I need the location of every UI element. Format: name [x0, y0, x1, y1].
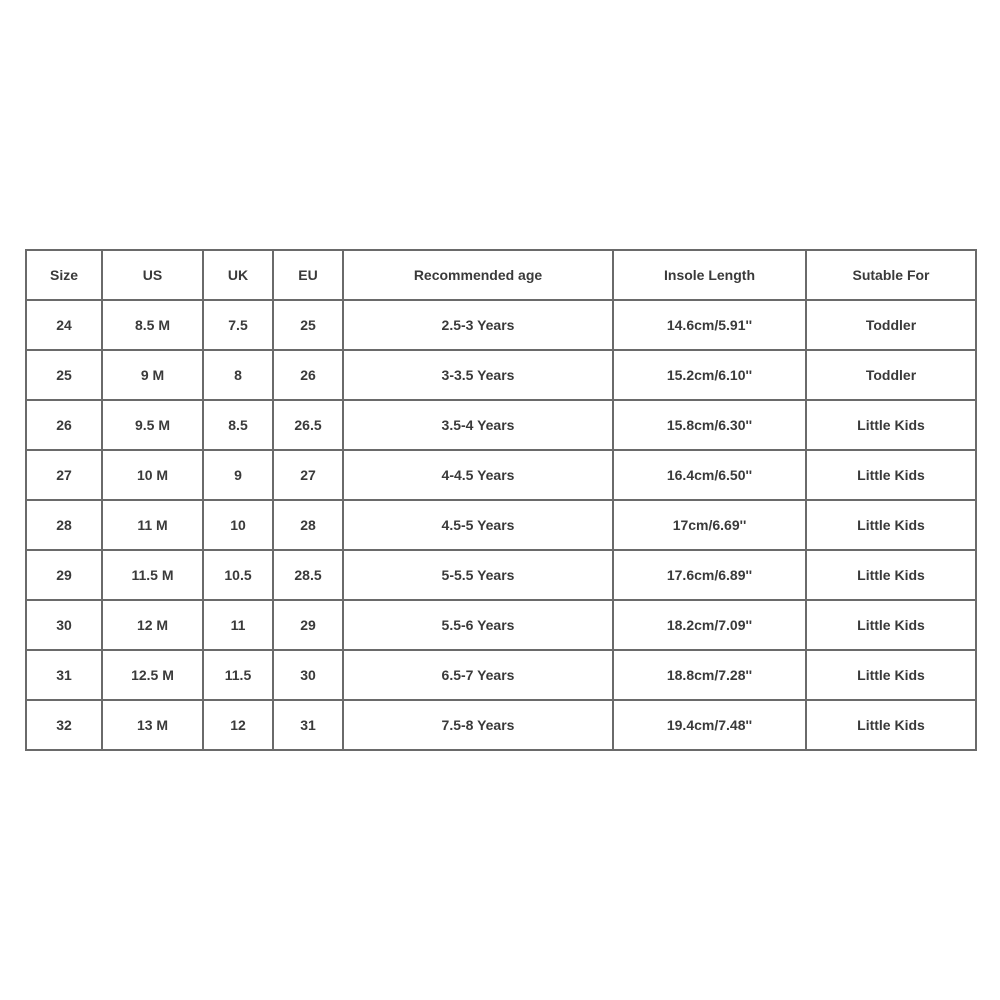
table-row [26, 650, 976, 700]
table-row [26, 350, 976, 400]
table-header [26, 250, 976, 300]
cell-suitable-for: Toddler [806, 300, 976, 350]
table-row [26, 450, 976, 500]
cell-recommended-age: 2.5-3 Years [343, 300, 613, 350]
header-size: Size [26, 250, 102, 300]
cell-insole-length: 18.8cm/7.28'' [613, 650, 806, 700]
cell-suitable-for: Little Kids [806, 600, 976, 650]
cell-insole-length: 15.2cm/6.10'' [613, 350, 806, 400]
cell-size: 25 [26, 350, 102, 400]
cell-size: 26 [26, 400, 102, 450]
cell-us: 12 M [102, 600, 203, 650]
cell-recommended-age: 4.5-5 Years [343, 500, 613, 550]
cell-uk: 7.5 [203, 300, 273, 350]
table-row [26, 700, 976, 750]
cell-us: 9 M [102, 350, 203, 400]
cell-eu: 28 [273, 500, 343, 550]
cell-insole-length: 19.4cm/7.48'' [613, 700, 806, 750]
header-row [26, 250, 976, 300]
cell-insole-length: 17cm/6.69'' [613, 500, 806, 550]
header-insole-length: Insole Length [613, 250, 806, 300]
cell-size: 27 [26, 450, 102, 500]
cell-size: 29 [26, 550, 102, 600]
header-us: US [102, 250, 203, 300]
cell-suitable-for: Little Kids [806, 450, 976, 500]
cell-recommended-age: 5.5-6 Years [343, 600, 613, 650]
table-row [26, 300, 976, 350]
cell-us: 11.5 M [102, 550, 203, 600]
cell-size: 31 [26, 650, 102, 700]
cell-recommended-age: 3-3.5 Years [343, 350, 613, 400]
cell-us: 13 M [102, 700, 203, 750]
header-uk: UK [203, 250, 273, 300]
cell-eu: 29 [273, 600, 343, 650]
table-row [26, 600, 976, 650]
cell-insole-length: 18.2cm/7.09'' [613, 600, 806, 650]
cell-uk: 11.5 [203, 650, 273, 700]
cell-eu: 27 [273, 450, 343, 500]
cell-uk: 8.5 [203, 400, 273, 450]
cell-insole-length: 17.6cm/6.89'' [613, 550, 806, 600]
cell-suitable-for: Toddler [806, 350, 976, 400]
cell-eu: 30 [273, 650, 343, 700]
cell-eu: 26 [273, 350, 343, 400]
cell-recommended-age: 5-5.5 Years [343, 550, 613, 600]
cell-uk: 8 [203, 350, 273, 400]
cell-us: 9.5 M [102, 400, 203, 450]
cell-suitable-for: Little Kids [806, 500, 976, 550]
cell-insole-length: 14.6cm/5.91'' [613, 300, 806, 350]
header-suitable-for: Sutable For [806, 250, 976, 300]
cell-size: 30 [26, 600, 102, 650]
cell-suitable-for: Little Kids [806, 650, 976, 700]
cell-eu: 28.5 [273, 550, 343, 600]
cell-eu: 31 [273, 700, 343, 750]
cell-suitable-for: Little Kids [806, 550, 976, 600]
table-row [26, 550, 976, 600]
cell-size: 28 [26, 500, 102, 550]
cell-suitable-for: Little Kids [806, 400, 976, 450]
cell-suitable-for: Little Kids [806, 700, 976, 750]
cell-us: 10 M [102, 450, 203, 500]
header-recommended-age: Recommended age [343, 250, 613, 300]
cell-size: 32 [26, 700, 102, 750]
cell-insole-length: 15.8cm/6.30'' [613, 400, 806, 450]
cell-insole-length: 16.4cm/6.50'' [613, 450, 806, 500]
cell-uk: 9 [203, 450, 273, 500]
cell-us: 11 M [102, 500, 203, 550]
cell-uk: 11 [203, 600, 273, 650]
cell-uk: 10 [203, 500, 273, 550]
cell-recommended-age: 4-4.5 Years [343, 450, 613, 500]
cell-eu: 26.5 [273, 400, 343, 450]
table-row [26, 500, 976, 550]
cell-size: 24 [26, 300, 102, 350]
cell-us: 8.5 M [102, 300, 203, 350]
cell-us: 12.5 M [102, 650, 203, 700]
cell-recommended-age: 6.5-7 Years [343, 650, 613, 700]
cell-recommended-age: 7.5-8 Years [343, 700, 613, 750]
size-chart-table [25, 249, 977, 751]
cell-uk: 12 [203, 700, 273, 750]
table-row [26, 400, 976, 450]
header-eu: EU [273, 250, 343, 300]
cell-recommended-age: 3.5-4 Years [343, 400, 613, 450]
table-body [26, 300, 976, 750]
cell-uk: 10.5 [203, 550, 273, 600]
cell-eu: 25 [273, 300, 343, 350]
